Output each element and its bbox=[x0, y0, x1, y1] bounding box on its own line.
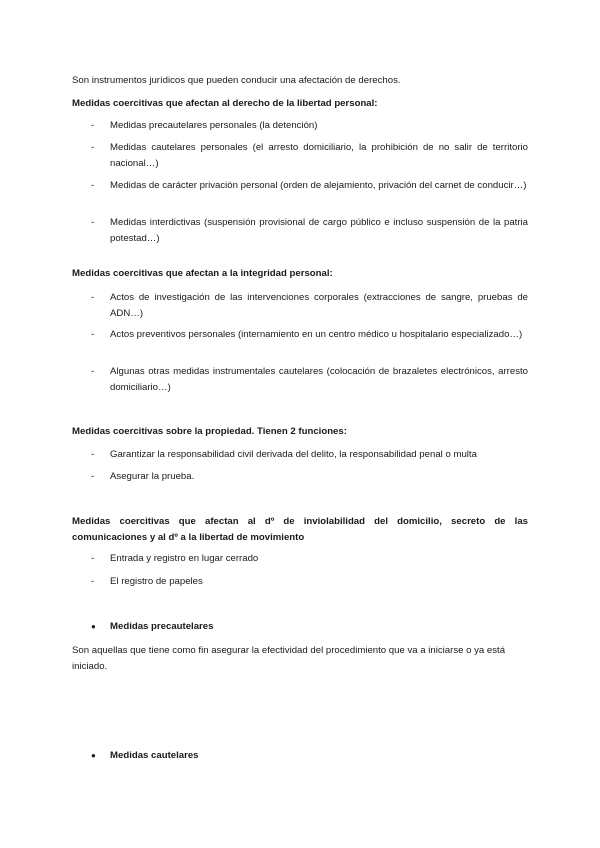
list-item-text: Medidas precautelares personales (la detención) bbox=[110, 120, 318, 131]
dash-marker: - bbox=[91, 471, 95, 482]
list-item-text: Asegurar la prueba. bbox=[110, 471, 195, 482]
bullet-icon: ● bbox=[91, 622, 96, 631]
section-heading-propiedad: Medidas coercitivas sobre la propiedad. Tienen 2 funciones: bbox=[72, 426, 347, 437]
dash-marker: - bbox=[91, 329, 95, 340]
dash-marker: - bbox=[91, 449, 95, 460]
dash-marker: - bbox=[91, 180, 95, 191]
dash-marker: - bbox=[91, 292, 95, 303]
list-item-text: Medidas cautelares personales (el arresto domiciliario, la prohibición de no salir de territorio nacional…) bbox=[110, 142, 528, 169]
list-item-text: Medidas interdictivas (suspensión provisional de cargo público e incluso suspensión de la patria potestad…) bbox=[110, 217, 528, 244]
dash-marker: - bbox=[91, 366, 95, 377]
bullet-heading-text: Medidas cautelares bbox=[110, 750, 199, 761]
bullet-icon: ● bbox=[91, 751, 96, 760]
dash-marker: - bbox=[91, 553, 95, 564]
dash-marker: - bbox=[91, 217, 95, 228]
section-heading-libertad: Medidas coercitivas que afectan al derecho de la libertad personal: bbox=[72, 98, 378, 109]
dash-marker: - bbox=[91, 120, 95, 131]
section-heading-integridad: Medidas coercitivas que afectan a la integridad personal: bbox=[72, 268, 333, 279]
list-item-text: Medidas de carácter privación personal (orden de alejamiento, privación del carnet de conducir…) bbox=[110, 180, 527, 191]
section-heading-domicilio: Medidas coercitivas que afectan al dº de inviolabilidad del domicilio, secreto de las comunicaciones y al dº a la libertad de movimiento bbox=[72, 516, 528, 543]
list-item-text: Garantizar la responsabilidad civil derivada del delito, la responsabilidad penal o multa bbox=[110, 449, 477, 460]
list-item-text: Actos de investigación de las intervenciones corporales (extracciones de sangre, pruebas de ADN…) bbox=[110, 292, 528, 319]
list-item-text: El registro de papeles bbox=[110, 576, 203, 587]
precautelares-paragraph: Son aquellas que tiene como fin asegurar la efectividad del procedimiento que va a iniciarse o ya está iniciado. bbox=[72, 645, 506, 672]
dash-marker: - bbox=[91, 142, 95, 153]
list-item-text: Actos preventivos personales (internamiento en un centro médico u hospitalario especializado…) bbox=[110, 329, 523, 340]
bullet-heading-text: Medidas precautelares bbox=[110, 621, 214, 632]
list-item-text: Algunas otras medidas instrumentales cautelares (colocación de brazaletes electrónicos, arresto domiciliario…) bbox=[110, 366, 528, 393]
list-item-text: Entrada y registro en lugar cerrado bbox=[110, 553, 259, 564]
dash-marker: - bbox=[91, 576, 95, 587]
intro-paragraph: Son instrumentos jurídicos que pueden conducir una afectación de derechos. bbox=[72, 75, 401, 86]
